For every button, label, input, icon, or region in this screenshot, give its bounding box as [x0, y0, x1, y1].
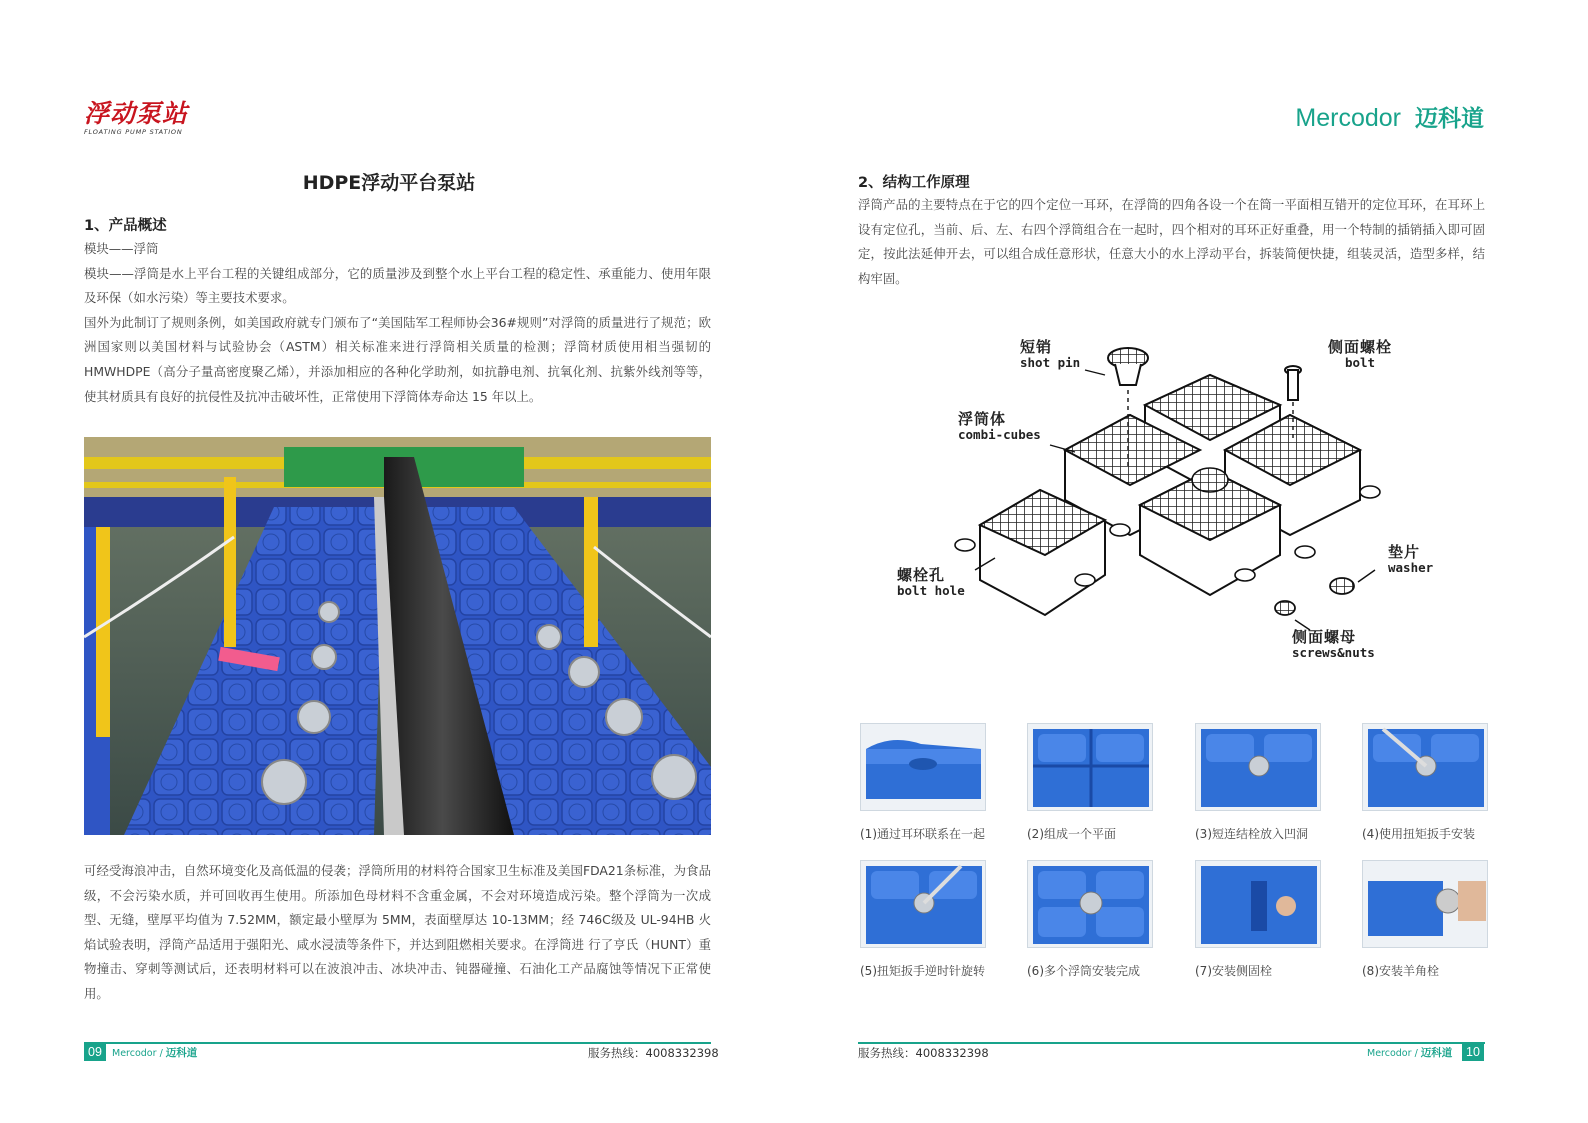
step-caption: (7)安装侧固栓 — [1195, 964, 1272, 978]
footer-brand-cn: 迈科道 — [1420, 1047, 1453, 1059]
install-step — [1195, 860, 1325, 979]
label-bolt: 侧面螺栓 bolt — [1328, 338, 1393, 370]
brand-cn: 迈科道 — [1415, 106, 1484, 132]
step-caption: (3)短连结栓放入凹洞 — [1195, 827, 1308, 841]
step-caption: (5)扭矩扳手逆时针旋转 — [860, 964, 985, 978]
material-description: 可经受海浪冲击，自然环境变化及高低温的侵袭；浮筒所用的材料符合国家卫生标准及美国FDA21条标准，为食品级，不会污染水质，并可回收再生使用。所添加色母材料不含重金属，不会对环境造成污染。整个浮筒为一次成型、无缝，壁厚平均值为 7.52MM，额定最小壁厚为 5MM，表面壁厚达 10-13MM；经 746C级及 UL-94HB 火焰试验表明，浮筒产品适用于强阳光、咸水浸渍等条件下，并达到阻燃相关要求。在浮筒进 行了亨氏（HUNT）重物撞击、穿刺等测试后，还表明材料可以在波浪冲击、冰块冲击、钝器碰撞、石油化工产品腐蚀等情况下正常使用。 — [84, 863, 711, 1001]
step-caption: (8)安装羊角栓 — [1362, 964, 1439, 978]
label-shot-pin: 短销 shot pin — [1020, 338, 1081, 370]
section1-paragraph: 模块——浮筒是水上平台工程的关键组成部分，它的质量涉及到整个水上平台工程的稳定性、承重能力、使用年限及环保（如水污染）等主要技术要求。 — [84, 265, 711, 306]
footer-brand-cn: 迈科道 — [165, 1047, 198, 1059]
step-photo — [860, 723, 986, 811]
label-combi-cubes: 浮筒体 combi-cubes — [958, 410, 1041, 442]
footer-divider — [858, 1042, 1485, 1044]
section1-body — [84, 237, 711, 409]
section1-paragraph: 模块——浮筒 — [84, 241, 159, 256]
page-number: 09 — [84, 1043, 106, 1061]
step-photo — [1362, 723, 1488, 811]
footer-divider — [84, 1042, 711, 1044]
section2-body: 浮筒产品的主要特点在于它的四个定位一耳环，在浮筒的四角各设一个在筒一平面相互错开的定位耳环，在耳环上设有定位孔，当前、后、左、右四个浮筒组合在一起时，四个相对的耳环正好重叠，用一个特制的插销插入即可固定，按此法延伸开去，可以组合成任意形状，任意大小的水上浮动平台，拆装简便快捷，组装灵活，造型多样，结构牢固。 — [858, 197, 1485, 286]
label-bolt-hole: 螺栓孔 bolt hole — [897, 566, 965, 598]
footer-brand-en: Mercodor — [112, 1048, 157, 1059]
step-photo — [1027, 860, 1153, 948]
install-step — [1362, 860, 1492, 979]
service-hotline: 服务热线：4008332398 — [858, 1046, 989, 1060]
step-caption: (6)多个浮筒安装完成 — [1027, 964, 1140, 978]
install-step — [860, 723, 990, 842]
label-screws-nuts: 侧面螺母 screws&nuts — [1292, 628, 1375, 660]
step-caption: (2)组成一个平面 — [1027, 827, 1116, 841]
step-caption: (1)通过耳环联系在一起 — [860, 827, 985, 841]
step-photo — [1195, 723, 1321, 811]
section2-title: 2、结构工作原理 — [858, 175, 970, 191]
step-photo — [1195, 860, 1321, 948]
page-title: HDPE浮动平台泵站 — [302, 172, 476, 194]
install-step — [1362, 723, 1492, 842]
install-step — [860, 860, 990, 979]
step-caption: (4)使用扭矩扳手安装 — [1362, 827, 1475, 841]
mercodor-brand — [1295, 100, 1484, 134]
floating-pump-station-logo — [84, 100, 194, 140]
logo-en: FLOATING PUMP STATION — [84, 128, 183, 136]
step-photo — [860, 860, 986, 948]
footer-brand: Mercodor / 迈科道 — [112, 1047, 198, 1059]
install-step — [1027, 860, 1157, 979]
step-photo — [1027, 723, 1153, 811]
page-number: 10 — [1462, 1043, 1484, 1061]
install-step — [1027, 723, 1157, 842]
footer-brand: Mercodor / 迈科道 — [1367, 1047, 1453, 1059]
section1-title: 1、产品概述 — [84, 218, 167, 234]
brand-en: Mercodor — [1295, 104, 1401, 132]
section1-paragraph: 国外为此制订了规则条例，如美国政府就专门颁布了“美国陆军工程师协会36#规则”对浮筒的质量进行了规范；欧洲国家则以美国材料与试验协会（ASTM）相关标准来进行浮筒相关质量的检测；浮筒材质使用相当强韧的HMWHDPE（高分子量高密度聚乙烯），并添加相应的各种化学助剂，如抗静电剂、抗氧化剂、抗紫外线剂等等，使其材质具有良好的抗侵性及抗冲击破坏性，正常使用下浮筒体寿命达 15 年以上。 — [84, 314, 711, 404]
install-step — [1195, 723, 1325, 842]
footer-brand-en: Mercodor — [1367, 1048, 1412, 1059]
float-cube-assembly-diagram — [880, 330, 1450, 675]
logo-cn: 浮动泵站 — [84, 99, 189, 128]
service-hotline: 服务热线：4008332398 — [588, 1046, 719, 1060]
floating-platform-photo — [84, 437, 711, 835]
step-photo — [1362, 860, 1488, 948]
label-washer: 垫片 washer — [1388, 543, 1434, 575]
